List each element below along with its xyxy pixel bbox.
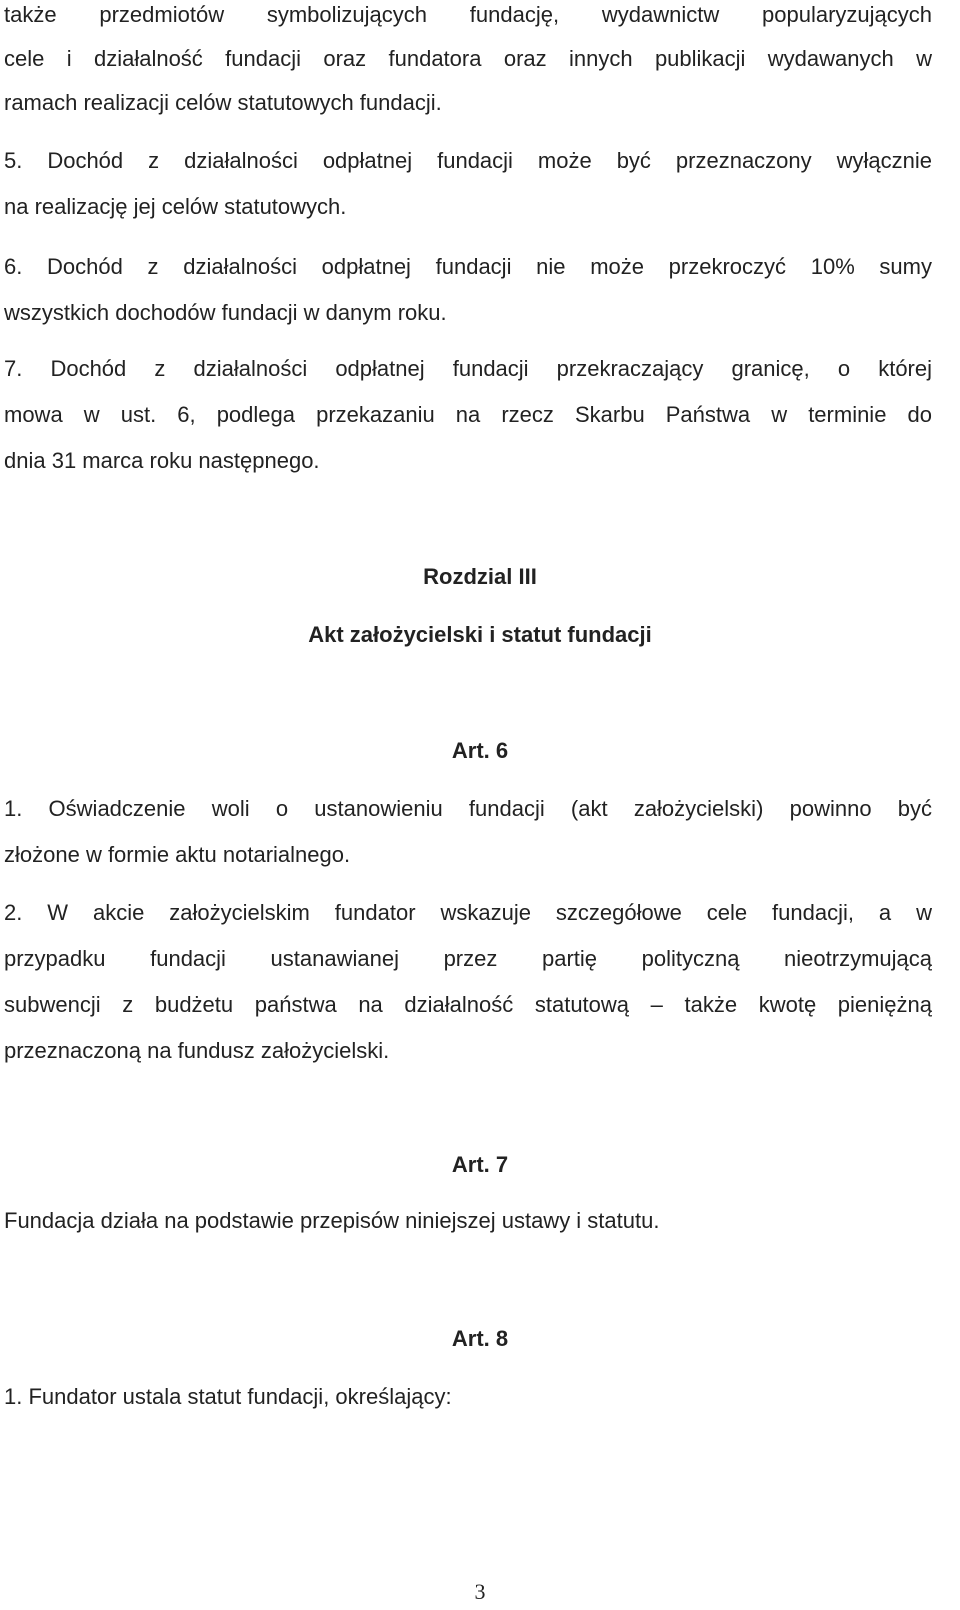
page-number: 3 xyxy=(474,1579,486,1604)
article-8-text: 1. Fundator ustala statut fundacji, określający: xyxy=(4,1384,452,1409)
chapter-title: Rozdzial III xyxy=(423,564,537,589)
paragraph-7-line: mowa w ust. 6, podlega przekazaniu na rzecz Skarbu Państwa w terminie do xyxy=(4,402,932,427)
article-7-text: Fundacja działa na podstawie przepisów niniejszej ustawy i statutu. xyxy=(4,1208,660,1233)
article-6-heading: Art. 6 xyxy=(451,738,509,763)
paragraph-6-line: wszystkich dochodów fundacji w danym roku. xyxy=(4,300,447,325)
text-line: cele i działalność fundacji oraz fundatora oraz innych publikacji wydawanych w xyxy=(4,46,932,71)
paragraph-5-line: 5. Dochód z działalności odpłatnej fundacji może być przeznaczony wyłącznie xyxy=(4,148,932,173)
paragraph-7-line: 7. Dochód z działalności odpłatnej fundacji przekraczający granicę, o której xyxy=(4,356,932,381)
paragraph-7-line: dnia 31 marca roku następnego. xyxy=(4,448,320,473)
article-6-p1-line: złożone w formie aktu notarialnego. xyxy=(4,842,351,867)
article-6-p2-line: subwencji z budżetu państwa na działalność statutową – także kwotę pieniężną xyxy=(4,992,932,1017)
article-8-heading: Art. 8 xyxy=(451,1326,509,1351)
article-6-p2-line: przypadku fundacji ustanawianej przez partię polityczną nieotrzymującą xyxy=(4,946,932,971)
article-6-p1-line: 1. Oświadczenie woli o ustanowieniu fundacji (akt założycielski) powinno być xyxy=(4,796,932,821)
article-6-p2-line: 2. W akcie założycielskim fundator wskazuje szczegółowe cele fundacji, a w xyxy=(4,900,932,925)
text-line: ramach realizacji celów statutowych fundacji. xyxy=(4,90,442,115)
paragraph-5-line: na realizację jej celów statutowych. xyxy=(4,194,347,219)
article-6-p2-line: przeznaczoną na fundusz założycielski. xyxy=(4,1038,390,1063)
article-7-heading: Art. 7 xyxy=(451,1152,509,1177)
paragraph-6-line: 6. Dochód z działalności odpłatnej fundacji nie może przekroczyć 10% sumy xyxy=(4,254,932,279)
chapter-subtitle: Akt założycielski i statut fundacji xyxy=(308,622,652,647)
text-line: także przedmiotów symbolizujących fundację, wydawnictw popularyzujących xyxy=(4,2,932,27)
